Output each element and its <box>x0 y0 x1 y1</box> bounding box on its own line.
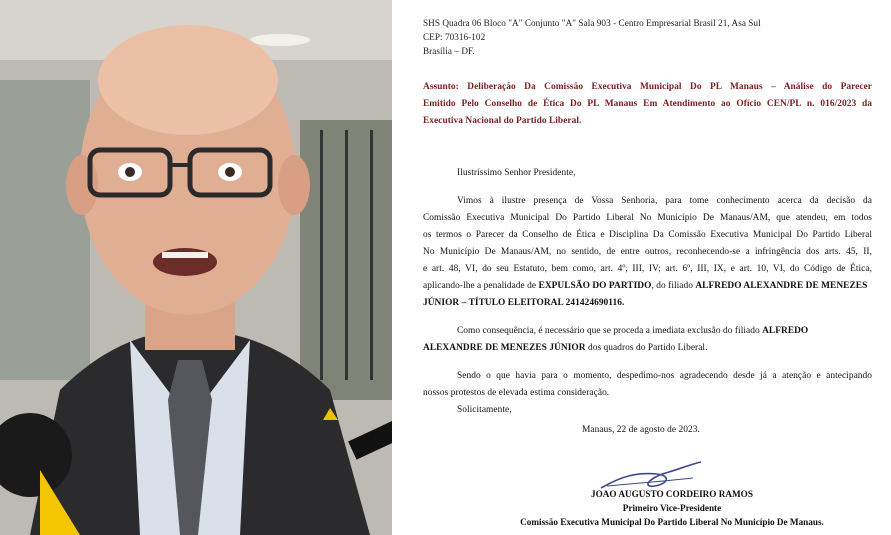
address-city: Brasília – DF. <box>423 46 475 56</box>
letter-document <box>392 0 891 535</box>
signer-organization: Comissão Executiva Municipal Do Partido Liberal No Município De Manaus. <box>520 517 824 527</box>
paragraph-3-line: Sendo o que havia para o momento, despedimo-nos agradecendo desde já a atenção e antecipando <box>457 371 872 381</box>
subject-line-1: Assunto: Deliberação Da Comissão Executiva Municipal Do PL Manaus – Análise do Parecer <box>423 82 872 92</box>
paragraph-1-line: os termos o Parecer da Conselho de Ética e Disciplina Da Comissão Executiva Municipal Do Partido Liberal <box>423 230 872 240</box>
text-segment: , do filiado <box>651 281 696 291</box>
photo-man-speaking <box>0 0 392 535</box>
member-name: ALFREDO ALEXANDRE DE MENEZES <box>695 281 868 291</box>
penalty-text: EXPULSÃO DO PARTIDO <box>538 281 652 291</box>
subject-line-3: Executiva Nacional do Partido Liberal. <box>423 116 582 126</box>
text-segment: aplicando-lhe a penalidade de <box>423 281 539 291</box>
signer-role: Primeiro Vice-Presidente <box>622 503 722 513</box>
text-segment: dos quadros do Partido Liberal. <box>585 343 708 353</box>
paragraph-1-line: No Município De Manaus/AM, no sentido, de entre outros, reconhecendo-se a infringência dos arts. 45, II, <box>423 247 872 257</box>
paragraph-2-line <box>457 324 872 338</box>
portrait-illustration <box>0 0 392 535</box>
member-voter-id: JÚNIOR – TÍTULO ELEITORAL 241424690116. <box>423 298 625 308</box>
salutation: Ilustríssimo Senhor Presidente, <box>457 168 576 178</box>
paragraph-1-line: Comissão Executiva Municipal Do Partido Liberal No Município De Manaus/AM, que atendeu, em todos <box>423 213 872 223</box>
subject-line-2: Emitido Pelo Conselho de Ética Do PL Manaus Em Atendimento ao Ofício CEN/PL n. 016/2023 da <box>423 99 872 109</box>
letter-date: Manaus, 22 de agosto de 2023. <box>582 425 700 435</box>
paragraph-3-line: nossos protestos de elevada estima consideração. <box>423 388 610 398</box>
signer-name: JOAO AUGUSTO CORDEIRO RAMOS <box>591 489 753 499</box>
address-cep: CEP: 70316-102 <box>423 32 486 42</box>
paragraph-1-line: e art. 48, VI, do seu Estatuto, bem como, art. 4º, III, IV; art. 6º, III, IX, e art. 10, VI, do Código de Ética, <box>423 264 872 274</box>
member-name: ALFREDO <box>762 326 809 336</box>
closing: Solicitamente, <box>457 405 512 415</box>
paragraph-2-line <box>423 341 707 355</box>
paragraph-1-line-penalty <box>423 279 872 293</box>
paragraph-1-line: Vimos à ilustre presença de Vossa Senhoria, para tome conhecimento acerca da decisão da <box>457 196 872 206</box>
text-segment: Como consequência, é necessário que se proceda a imediata exclusão do filiado <box>457 326 763 336</box>
member-name: ALEXANDRE DE MENEZES JÚNIOR <box>423 343 586 353</box>
address-line: SHS Quadra 06 Bloco "A" Conjunto "A" Sala 903 - Centro Empresarial Brasil 21, Asa Sul <box>423 18 761 28</box>
